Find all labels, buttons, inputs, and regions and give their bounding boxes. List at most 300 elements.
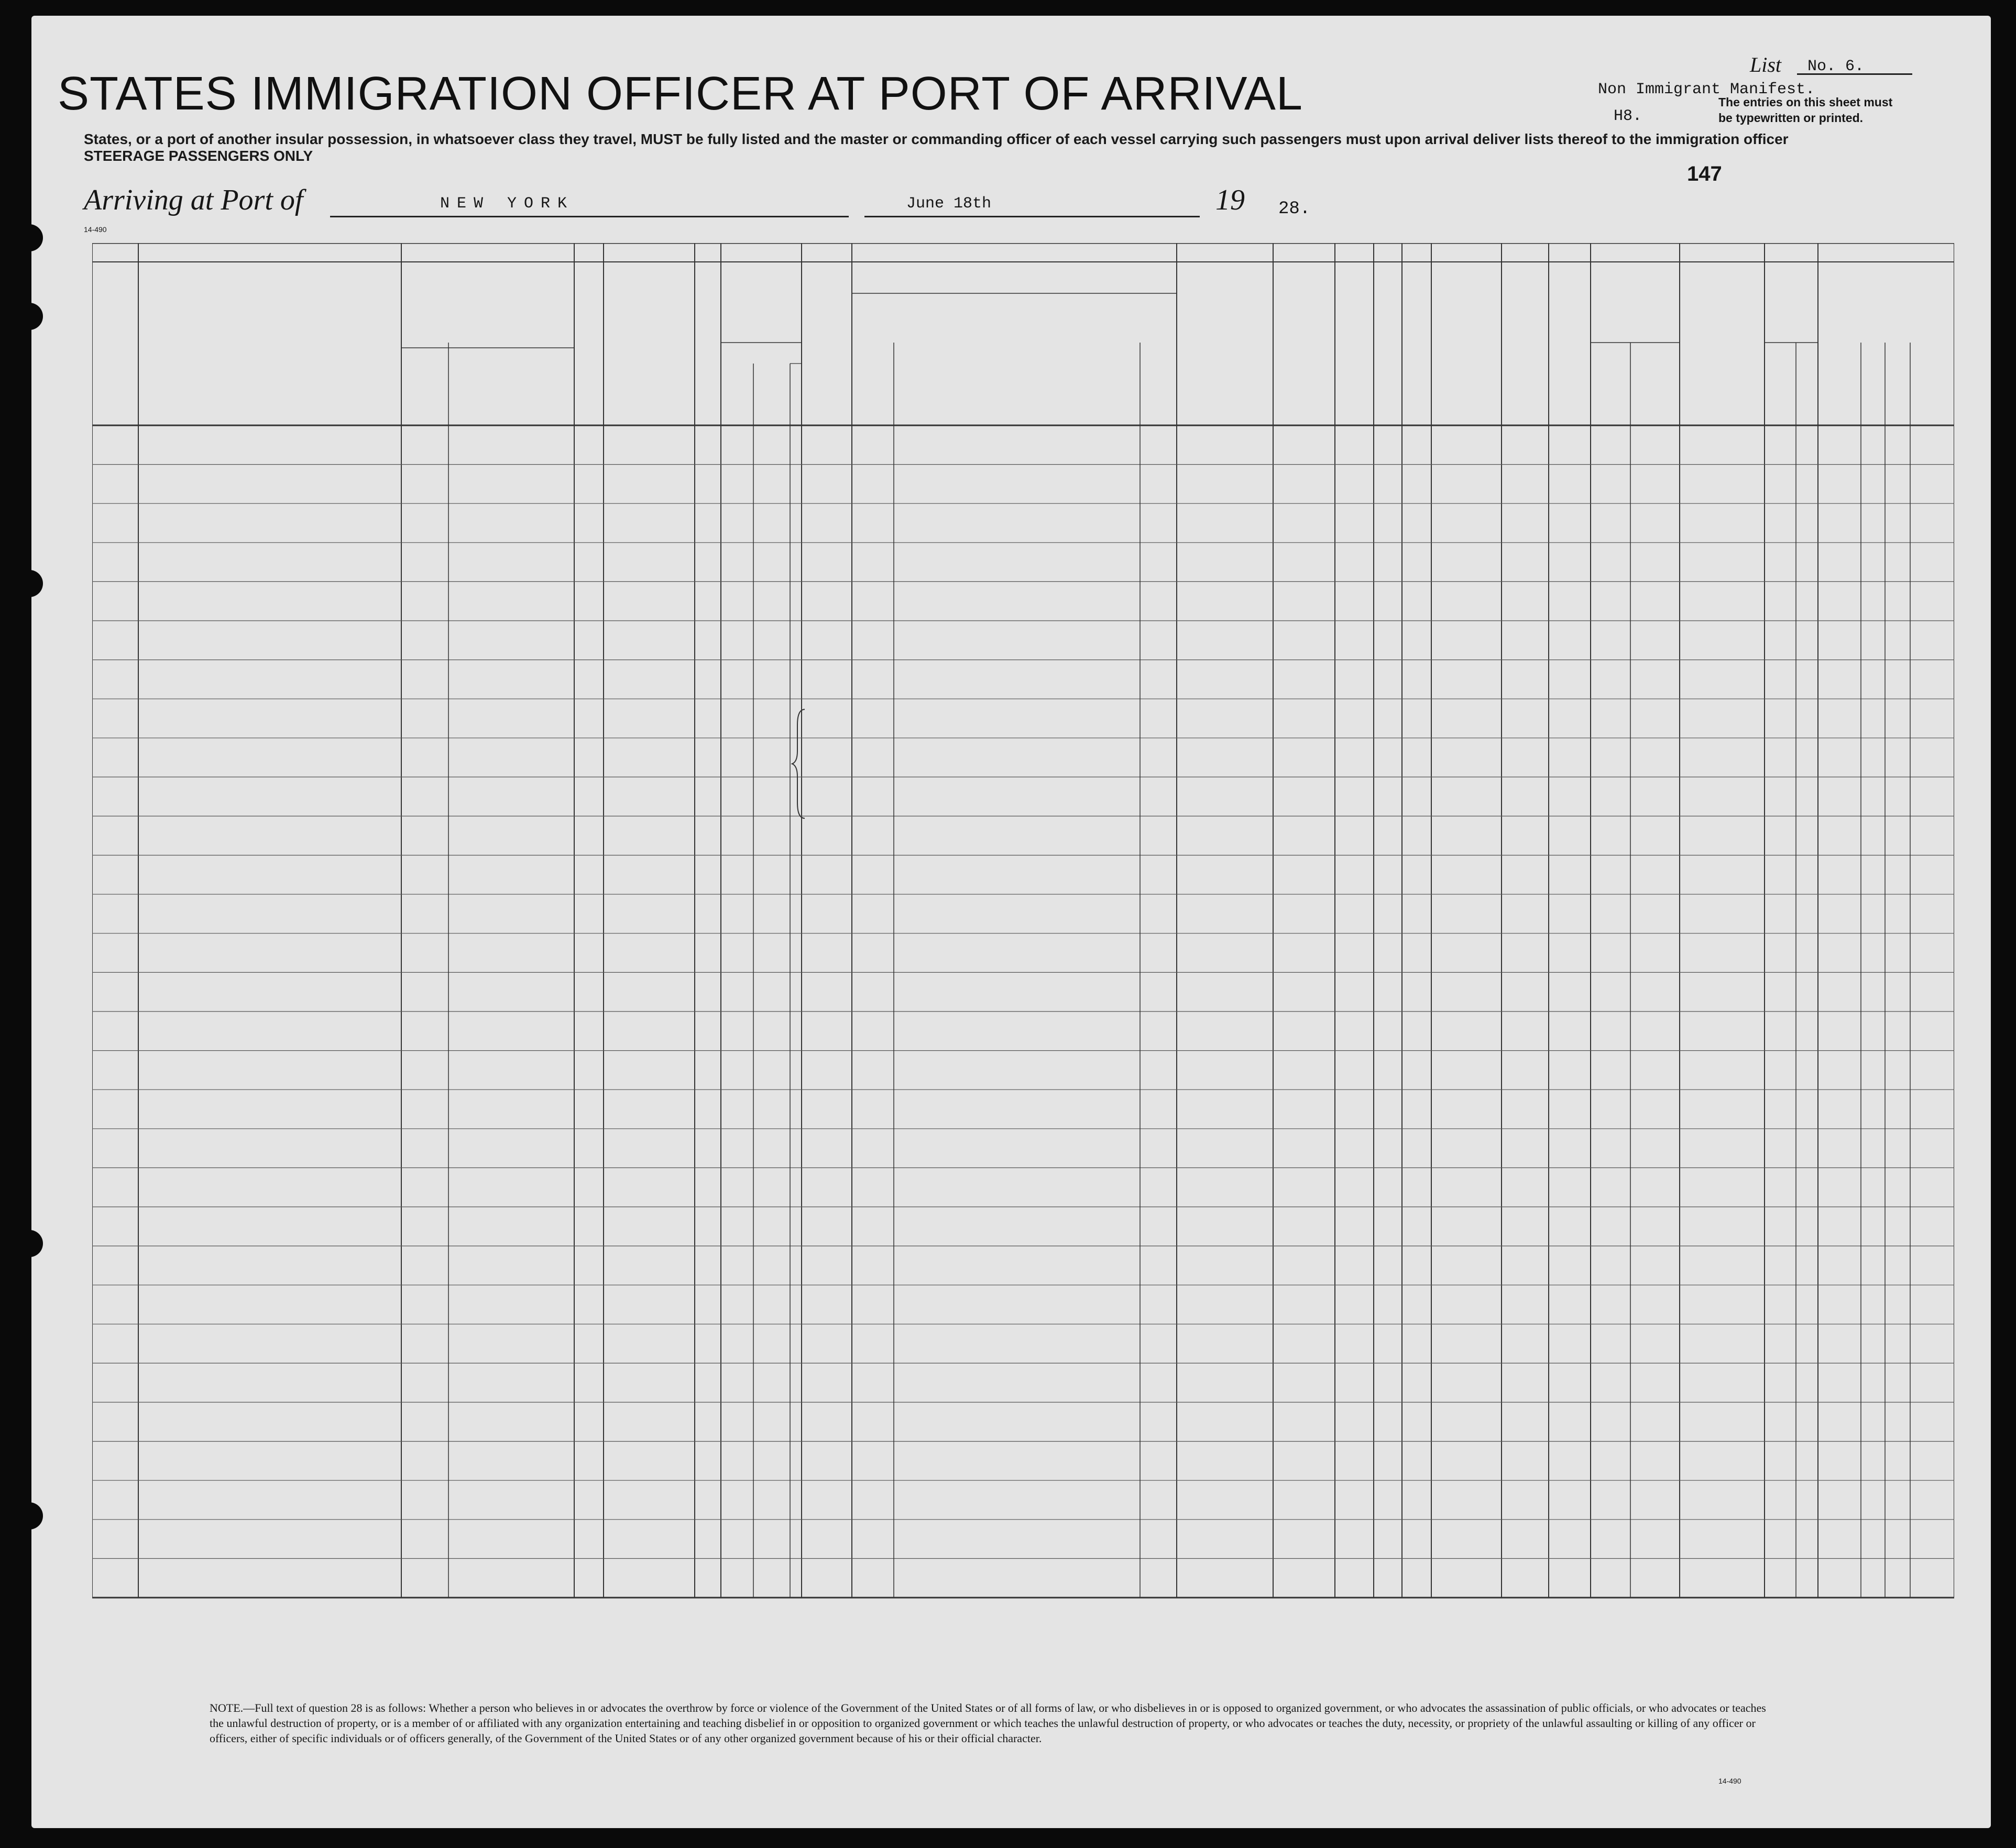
cell-citizen — [1140, 642, 1177, 659]
cell-year — [753, 446, 790, 464]
cell-deformed — [1549, 642, 1591, 659]
cell-ticket — [574, 602, 604, 620]
cell-money — [695, 720, 721, 738]
cell-paid — [604, 642, 695, 659]
cell-where — [790, 798, 802, 816]
cell-money — [695, 798, 721, 816]
cell-overthrow — [1374, 602, 1402, 620]
row-number — [92, 1376, 138, 1391]
cell-offer — [1402, 524, 1431, 542]
cell-prison — [1177, 602, 1273, 620]
column-number — [721, 246, 802, 260]
row-number — [92, 1180, 138, 1196]
cell-anarchist — [1335, 524, 1374, 542]
cell-inches — [1630, 759, 1680, 777]
cell-money — [695, 642, 721, 659]
cell-year — [753, 642, 790, 659]
cell-overthrow — [1374, 564, 1402, 581]
cell-deported — [1431, 446, 1502, 464]
column-header — [1820, 266, 1952, 423]
column-number — [1335, 246, 1374, 260]
column-subheader — [1142, 295, 1175, 421]
binder-hole — [16, 1502, 43, 1530]
cell-before — [721, 798, 753, 816]
column-header — [1591, 266, 1680, 298]
manifest-title: STATES IMMIGRATION OFFICER AT PORT OF ARRIVAL — [58, 68, 1303, 120]
cell-complexion — [1680, 524, 1765, 542]
cell-hair — [1765, 681, 1796, 699]
cell-where — [790, 681, 802, 699]
row-number — [92, 907, 138, 922]
passenger-rule-line: States, or a port of another insular possession, in whatsoever class they travel, MUST be fully listed and the master or commanding officer of each vessel carrying such passengers must upon arrival deliver lists thereof to the immigration officer — [84, 131, 1789, 147]
cell-overthrow — [1374, 524, 1402, 542]
cell-inches — [1630, 798, 1680, 816]
cell-eyes — [1796, 564, 1818, 581]
cell-health — [1502, 798, 1549, 816]
cell-offer — [1402, 798, 1431, 816]
cell-eyes — [1796, 798, 1818, 816]
row-number — [92, 633, 138, 649]
column-number — [1591, 246, 1680, 260]
column-header — [94, 266, 136, 421]
cell-prison — [1177, 798, 1273, 816]
cell-hair — [1765, 798, 1796, 816]
cell-hair — [1765, 564, 1796, 581]
cell-return — [852, 681, 894, 699]
manifest-table — [92, 243, 1954, 1624]
cell-return — [852, 602, 894, 620]
list-label: List — [1750, 53, 1782, 76]
cell-paid — [604, 720, 695, 738]
column-header — [804, 266, 850, 423]
cell-money — [695, 681, 721, 699]
cell-feet — [1591, 446, 1630, 464]
cell-polygamist — [1273, 602, 1335, 620]
row-number — [92, 594, 138, 610]
cell-citizen — [1140, 446, 1177, 464]
cell-length — [894, 720, 1140, 738]
cell-citizen — [1140, 602, 1177, 620]
cell-deported — [1431, 602, 1502, 620]
date-value: June 18th — [906, 195, 992, 213]
row-number — [92, 1063, 138, 1079]
column-header — [697, 266, 719, 421]
cell-eyes — [1796, 759, 1818, 777]
cell-where — [790, 524, 802, 542]
cell-return — [852, 798, 894, 816]
cell-state — [401, 798, 448, 816]
cell-deported — [1431, 642, 1502, 659]
cell-paid — [604, 602, 695, 620]
column-number — [138, 246, 401, 260]
cell-hair — [1765, 642, 1796, 659]
binder-hole — [16, 1230, 43, 1257]
cell-where — [790, 602, 802, 620]
column-number — [1177, 246, 1273, 260]
cell-year — [753, 602, 790, 620]
column-header — [721, 264, 802, 343]
cell-health — [1502, 681, 1549, 699]
cell-deformed — [1549, 681, 1591, 699]
cell-overthrow — [1374, 681, 1402, 699]
cell-before — [721, 486, 753, 503]
cell-health — [1502, 564, 1549, 581]
cell-deported — [1431, 798, 1502, 816]
binder-hole — [16, 224, 43, 251]
cell-complexion — [1680, 720, 1765, 738]
cell-complexion — [1680, 446, 1765, 464]
column-header — [1551, 266, 1588, 421]
cell-where — [790, 759, 802, 777]
cell-offer — [1402, 564, 1431, 581]
cell-before — [721, 642, 753, 659]
row-number — [92, 1493, 138, 1509]
row-number — [92, 516, 138, 532]
cell-offer — [1402, 602, 1431, 620]
cell-year — [753, 759, 790, 777]
column-subheader — [854, 295, 892, 421]
cell-state — [401, 720, 448, 738]
column-header — [1275, 266, 1333, 423]
cell-deported — [1431, 759, 1502, 777]
cell-hair — [1765, 759, 1796, 777]
cell-ticket — [574, 564, 604, 581]
cell-inches — [1630, 720, 1680, 738]
cell-inches — [1630, 524, 1680, 542]
cell-health — [1502, 759, 1549, 777]
row-number — [92, 1024, 138, 1040]
cell-anarchist — [1335, 681, 1374, 699]
cell-polygamist — [1273, 681, 1335, 699]
row-number — [92, 438, 138, 454]
cell-inches — [1630, 486, 1680, 503]
cell-where — [790, 446, 802, 464]
cell-where — [790, 642, 802, 659]
cell-prison — [1177, 681, 1273, 699]
column-number — [604, 246, 695, 260]
cell-feet — [1591, 759, 1630, 777]
cell-ticket — [574, 720, 604, 738]
cell-feet — [1591, 602, 1630, 620]
column-number — [695, 246, 721, 260]
column-number — [401, 246, 574, 260]
column-subheader — [721, 348, 753, 425]
cell-offer — [1402, 681, 1431, 699]
row-number — [92, 829, 138, 844]
cell-prison — [1177, 564, 1273, 581]
cell-length — [894, 681, 1140, 699]
cell-length — [894, 642, 1140, 659]
cell-hair — [1765, 720, 1796, 738]
cell-eyes — [1796, 524, 1818, 542]
column-subheader — [1765, 348, 1796, 425]
row-number — [92, 946, 138, 962]
column-header — [1504, 266, 1547, 423]
cell-overthrow — [1374, 446, 1402, 464]
cell-year — [753, 524, 790, 542]
cell-feet — [1591, 681, 1630, 699]
cell-paid — [604, 446, 695, 464]
column-header — [1376, 266, 1400, 421]
cell-inches — [1630, 602, 1680, 620]
year-prefix: 19 — [1215, 184, 1245, 216]
cell-money — [695, 446, 721, 464]
row-number — [92, 1337, 138, 1352]
cell-deformed — [1549, 602, 1591, 620]
column-number — [1680, 246, 1765, 260]
cell-year — [753, 486, 790, 503]
cell-state — [401, 681, 448, 699]
cell-offer — [1402, 446, 1431, 464]
cell-length — [894, 798, 1140, 816]
cell-ticket — [574, 642, 604, 659]
cell-money — [695, 524, 721, 542]
column-number — [802, 246, 852, 260]
cell-health — [1502, 446, 1549, 464]
cell-state — [401, 759, 448, 777]
cell-paid — [604, 681, 695, 699]
cell-polygamist — [1273, 759, 1335, 777]
cell-inches — [1630, 642, 1680, 659]
column-header — [1765, 266, 1818, 298]
cell-eyes — [1796, 681, 1818, 699]
cell-length — [894, 486, 1140, 503]
column-subheader — [1630, 348, 1680, 425]
cell-feet — [1591, 798, 1630, 816]
cell-return — [852, 524, 894, 542]
row-number — [92, 1454, 138, 1470]
cell-complexion — [1680, 602, 1765, 620]
cell-before — [721, 446, 753, 464]
column-subheader — [896, 295, 1138, 421]
cell-money — [695, 759, 721, 777]
column-number — [852, 246, 1177, 260]
column-header — [1404, 266, 1429, 421]
cell-overthrow — [1374, 798, 1402, 816]
cell-ticket — [574, 681, 604, 699]
column-subheader — [790, 366, 802, 425]
cell-eyes — [1796, 720, 1818, 738]
column-number — [574, 246, 604, 260]
binder-hole — [16, 303, 43, 330]
column-header — [576, 266, 601, 421]
cell-deformed — [1549, 798, 1591, 816]
column-number — [1402, 246, 1431, 260]
cell-paid — [604, 486, 695, 503]
cell-return — [852, 642, 894, 659]
cell-feet — [1591, 720, 1630, 738]
cell-hair — [1765, 602, 1796, 620]
cell-complexion — [1680, 798, 1765, 816]
column-subheader — [606, 327, 693, 421]
row-number — [92, 1297, 138, 1313]
cell-return — [852, 564, 894, 581]
row-number — [92, 1571, 138, 1587]
cell-hair — [1765, 446, 1796, 464]
cell-eyes — [1796, 446, 1818, 464]
cell-state — [401, 642, 448, 659]
row-number — [92, 789, 138, 805]
cell-anarchist — [1335, 759, 1374, 777]
row-number — [92, 477, 138, 493]
row-number — [92, 1415, 138, 1431]
cell-ticket — [574, 798, 604, 816]
cell-complexion — [1680, 681, 1765, 699]
cell-complexion — [1680, 564, 1765, 581]
row-number — [92, 985, 138, 1000]
column-header — [140, 266, 399, 423]
cell-anarchist — [1335, 446, 1374, 464]
cell-before — [721, 759, 753, 777]
cell-polygamist — [1273, 798, 1335, 816]
row-number — [92, 868, 138, 884]
cell-inches — [1630, 681, 1680, 699]
column-header — [1179, 266, 1271, 423]
cell-deported — [1431, 564, 1502, 581]
column-number — [1374, 246, 1402, 260]
cell-polygamist — [1273, 446, 1335, 464]
cell-ticket — [574, 759, 604, 777]
cell-citizen — [1140, 681, 1177, 699]
cell-eyes — [1796, 486, 1818, 503]
column-number — [1549, 246, 1591, 260]
cell-eyes — [1796, 642, 1818, 659]
cell-prison — [1177, 642, 1273, 659]
cell-overthrow — [1374, 642, 1402, 659]
column-number — [1273, 246, 1335, 260]
column-subheader — [401, 348, 448, 425]
cell-feet — [1591, 486, 1630, 503]
cell-polygamist — [1273, 642, 1335, 659]
cell-money — [695, 602, 721, 620]
arriving-label: Arriving at Port of — [84, 184, 303, 216]
cell-length — [894, 602, 1140, 620]
cell-money — [695, 486, 721, 503]
cell-complexion — [1680, 642, 1765, 659]
cell-hair — [1765, 486, 1796, 503]
cell-year — [753, 564, 790, 581]
column-header — [1337, 266, 1372, 421]
row-number — [92, 673, 138, 688]
form-number: 14-490 — [84, 225, 107, 234]
cell-hair — [1765, 524, 1796, 542]
cell-deported — [1431, 681, 1502, 699]
typewritten-note: The entries on this sheet must be typewritten or printed. — [1718, 95, 1893, 125]
cell-paid — [604, 564, 695, 581]
column-subheader — [448, 348, 574, 425]
cell-paid — [604, 798, 695, 816]
column-number — [1818, 246, 1954, 260]
column-subheader — [1796, 348, 1818, 425]
column-header — [604, 269, 695, 327]
row-number — [92, 751, 138, 766]
row-number — [92, 1102, 138, 1118]
binder-hole — [16, 570, 43, 597]
cell-complexion — [1680, 759, 1765, 777]
cell-ticket — [574, 524, 604, 542]
cell-anarchist — [1335, 602, 1374, 620]
cell-state — [401, 446, 448, 464]
cell-deformed — [1549, 759, 1591, 777]
cell-polygamist — [1273, 564, 1335, 581]
cell-complexion — [1680, 486, 1765, 503]
column-header — [401, 266, 574, 298]
cell-paid — [604, 759, 695, 777]
cell-polygamist — [1273, 524, 1335, 542]
footnote: NOTE.—Full text of question 28 is as follows: Whether a person who believes in or advocates the overthrow by force or violence of the Government of the United States or of all forms of law, or who disbelieves in or is opposed to organized government, or who advocates the assassination of public officials, or who advocates or teaches the unlawful destruction of property, or is a member of or affiliated with any organization entertaining and teaching disbelief in or opposition to organized government or which teaches the unlawful destruction of property, or who advocates or teaches the duty, necessity, or propriety of the unlawful assaulting or killing of any officer or officers, either of specific individuals or of officers generally, of the Government of the United States or of any other organized government because of his or their official character. — [210, 1701, 1766, 1745]
cell-length — [894, 446, 1140, 464]
cell-return — [852, 759, 894, 777]
cell-before — [721, 524, 753, 542]
cell-paid — [604, 524, 695, 542]
cell-feet — [1591, 642, 1630, 659]
cell-prison — [1177, 524, 1273, 542]
cell-ticket — [574, 446, 604, 464]
row-number — [92, 711, 138, 727]
cell-length — [894, 524, 1140, 542]
cell-health — [1502, 524, 1549, 542]
column-number — [1765, 246, 1818, 260]
cell-where — [790, 486, 802, 503]
column-number — [1431, 246, 1502, 260]
cell-offer — [1402, 642, 1431, 659]
year-suffix: 28. — [1278, 199, 1311, 219]
column-subheader — [753, 366, 790, 425]
cell-deformed — [1549, 524, 1591, 542]
column-number — [1502, 246, 1549, 260]
column-subheader — [401, 295, 574, 313]
cell-before — [721, 602, 753, 620]
cell-state — [401, 564, 448, 581]
column-number — [92, 246, 138, 260]
cell-before — [721, 564, 753, 581]
cell-feet — [1591, 524, 1630, 542]
row-number — [92, 1532, 138, 1548]
cell-citizen — [1140, 798, 1177, 816]
cell-deformed — [1549, 564, 1591, 581]
manifest-type: Non Immigrant Manifest. — [1598, 81, 1815, 98]
cell-prison — [1177, 759, 1273, 777]
column-header — [1433, 266, 1499, 423]
column-header — [1682, 266, 1762, 423]
cell-anarchist — [1335, 642, 1374, 659]
cell-year — [753, 681, 790, 699]
cell-anarchist — [1335, 798, 1374, 816]
column-subheader — [753, 344, 802, 362]
cell-return — [852, 446, 894, 464]
cell-money — [695, 564, 721, 581]
sheet-number: 147 — [1687, 162, 1722, 185]
row-number — [92, 1219, 138, 1235]
cell-before — [721, 681, 753, 699]
cell-anarchist — [1335, 564, 1374, 581]
form-number-bottom: 14-490 — [1718, 1777, 1741, 1785]
cell-deported — [1431, 524, 1502, 542]
cell-state — [401, 524, 448, 542]
cell-where — [790, 564, 802, 581]
cell-state — [401, 602, 448, 620]
cell-health — [1502, 642, 1549, 659]
cell-inches — [1630, 564, 1680, 581]
cell-health — [1502, 602, 1549, 620]
list-number: No. 6. — [1807, 58, 1865, 75]
cell-state — [401, 486, 448, 503]
port-value: NEW YORK — [440, 195, 575, 213]
cell-feet — [1591, 564, 1630, 581]
row-number — [92, 1259, 138, 1274]
cell-length — [894, 759, 1140, 777]
cell-inches — [1630, 446, 1680, 464]
